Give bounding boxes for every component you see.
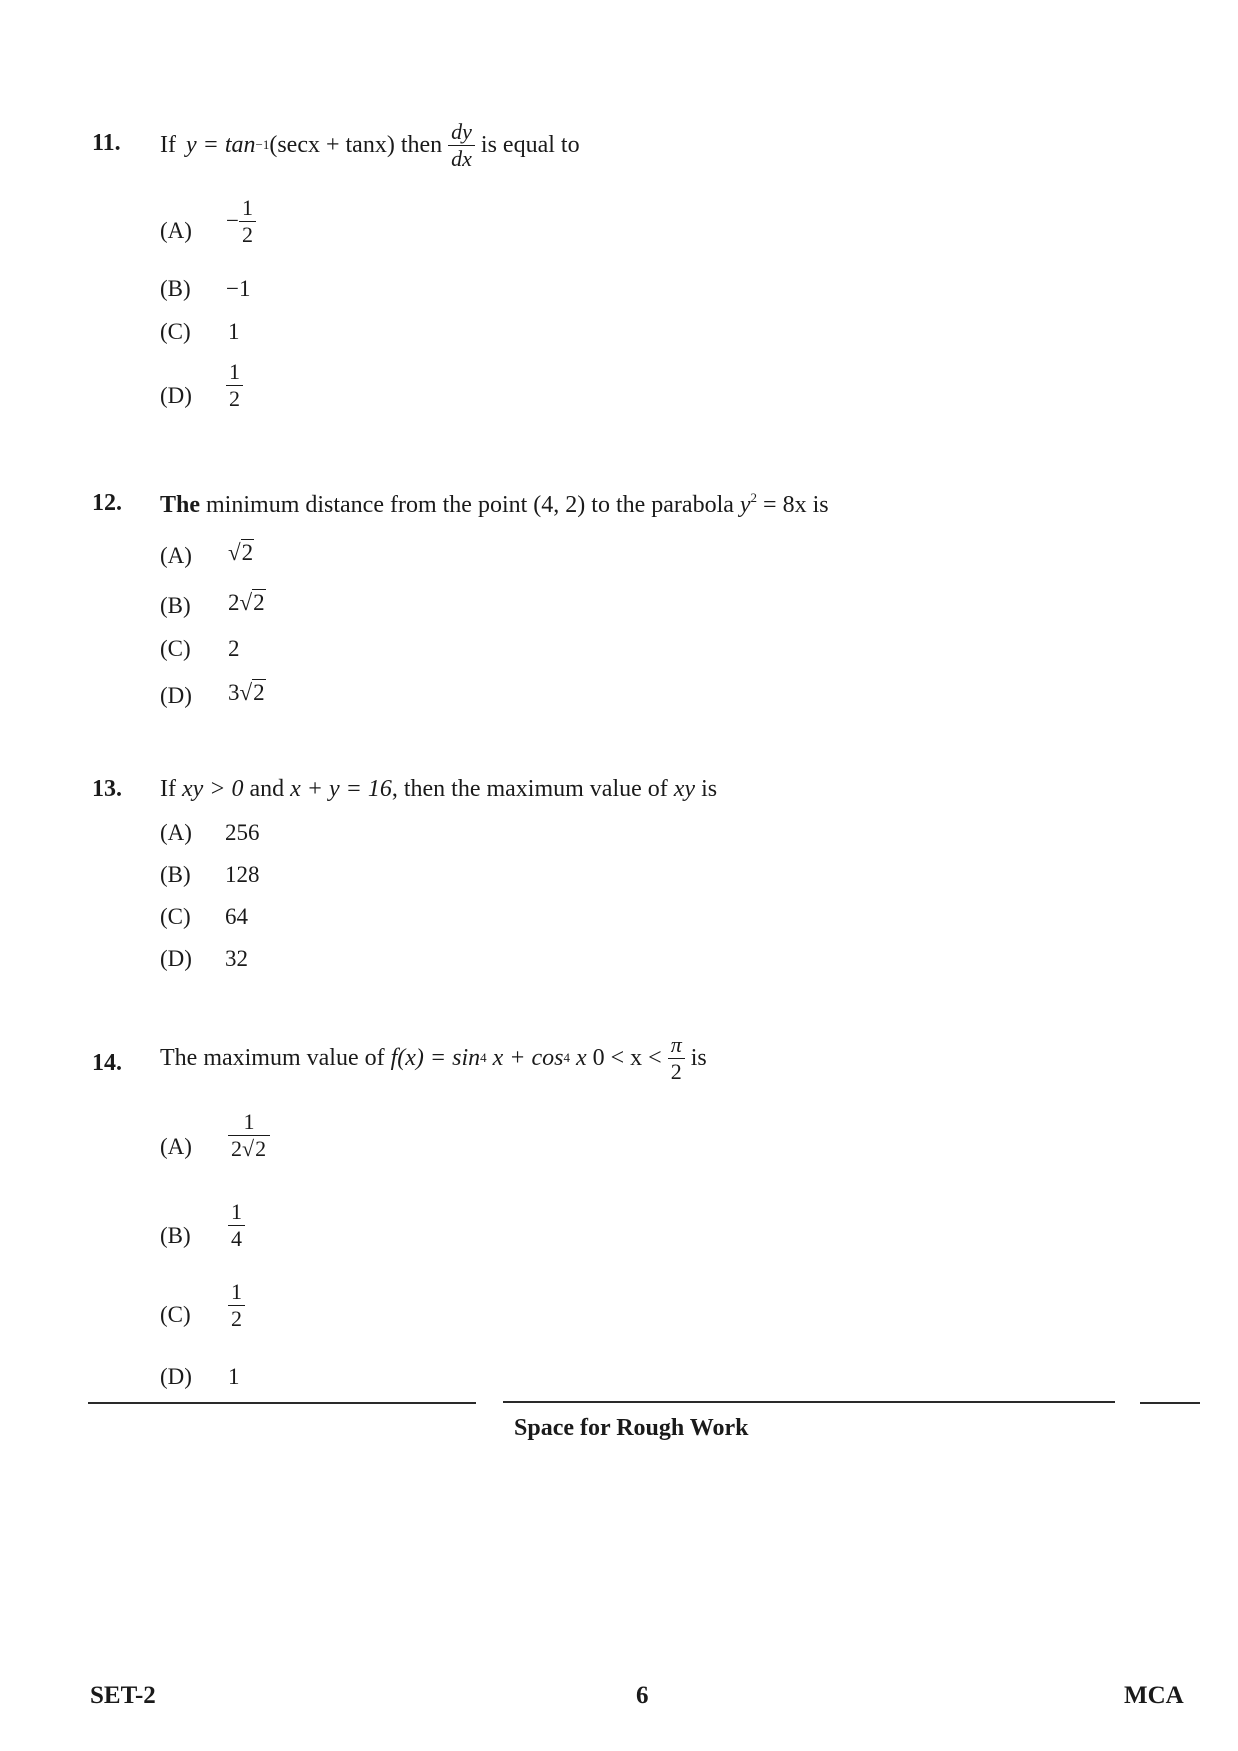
question-number: 12. [92,490,122,516]
fraction: $\frac{1}{2}$ [228,1280,245,1330]
fraction: $\frac{1}{2√2}$ [228,1110,270,1160]
square-root: √2 [242,1136,267,1162]
fraction: $\frac{1}{4}$ [228,1200,245,1250]
square-root: √2 [239,590,265,615]
question-text: The maximum value of f(x) = sin 4 x + cos 4 x 0 < x < $\frac{\pi}{2}$ is [160,1032,707,1085]
question-number: 14. [92,1050,122,1076]
question-number: 11. [92,130,121,156]
question-text: If y = tan −1 (secx + tanx) then $\frac{dy}{dx}$ is equal to [160,119,580,172]
rough-work-label: Space for Rough Work [514,1415,749,1441]
question-text: If xy > 0 and x + y = 16, then the maximum value of xy is [160,776,718,802]
derivative-fraction: $\frac{dy}{dx}$ [448,120,475,170]
pi-over-2-fraction: $\frac{\pi}{2}$ [668,1033,685,1083]
footer-course: MCA [1124,1682,1184,1709]
fraction: $\frac{1}{2}$ [239,196,256,246]
question-number: 13. [92,776,122,802]
fraction: $\frac{1}{2}$ [226,360,243,410]
divider-right [1140,1402,1200,1404]
footer-set: SET-2 [90,1682,156,1709]
footer-page-number: 6 [636,1682,649,1709]
square-root: √2 [239,680,265,705]
divider-center [503,1401,1115,1403]
question-text: The minimum distance from the point (4, 2) to the parabola $y^2 = 8x$ is [160,490,829,518]
square-root: √2 [228,540,254,565]
divider-left [88,1402,476,1404]
